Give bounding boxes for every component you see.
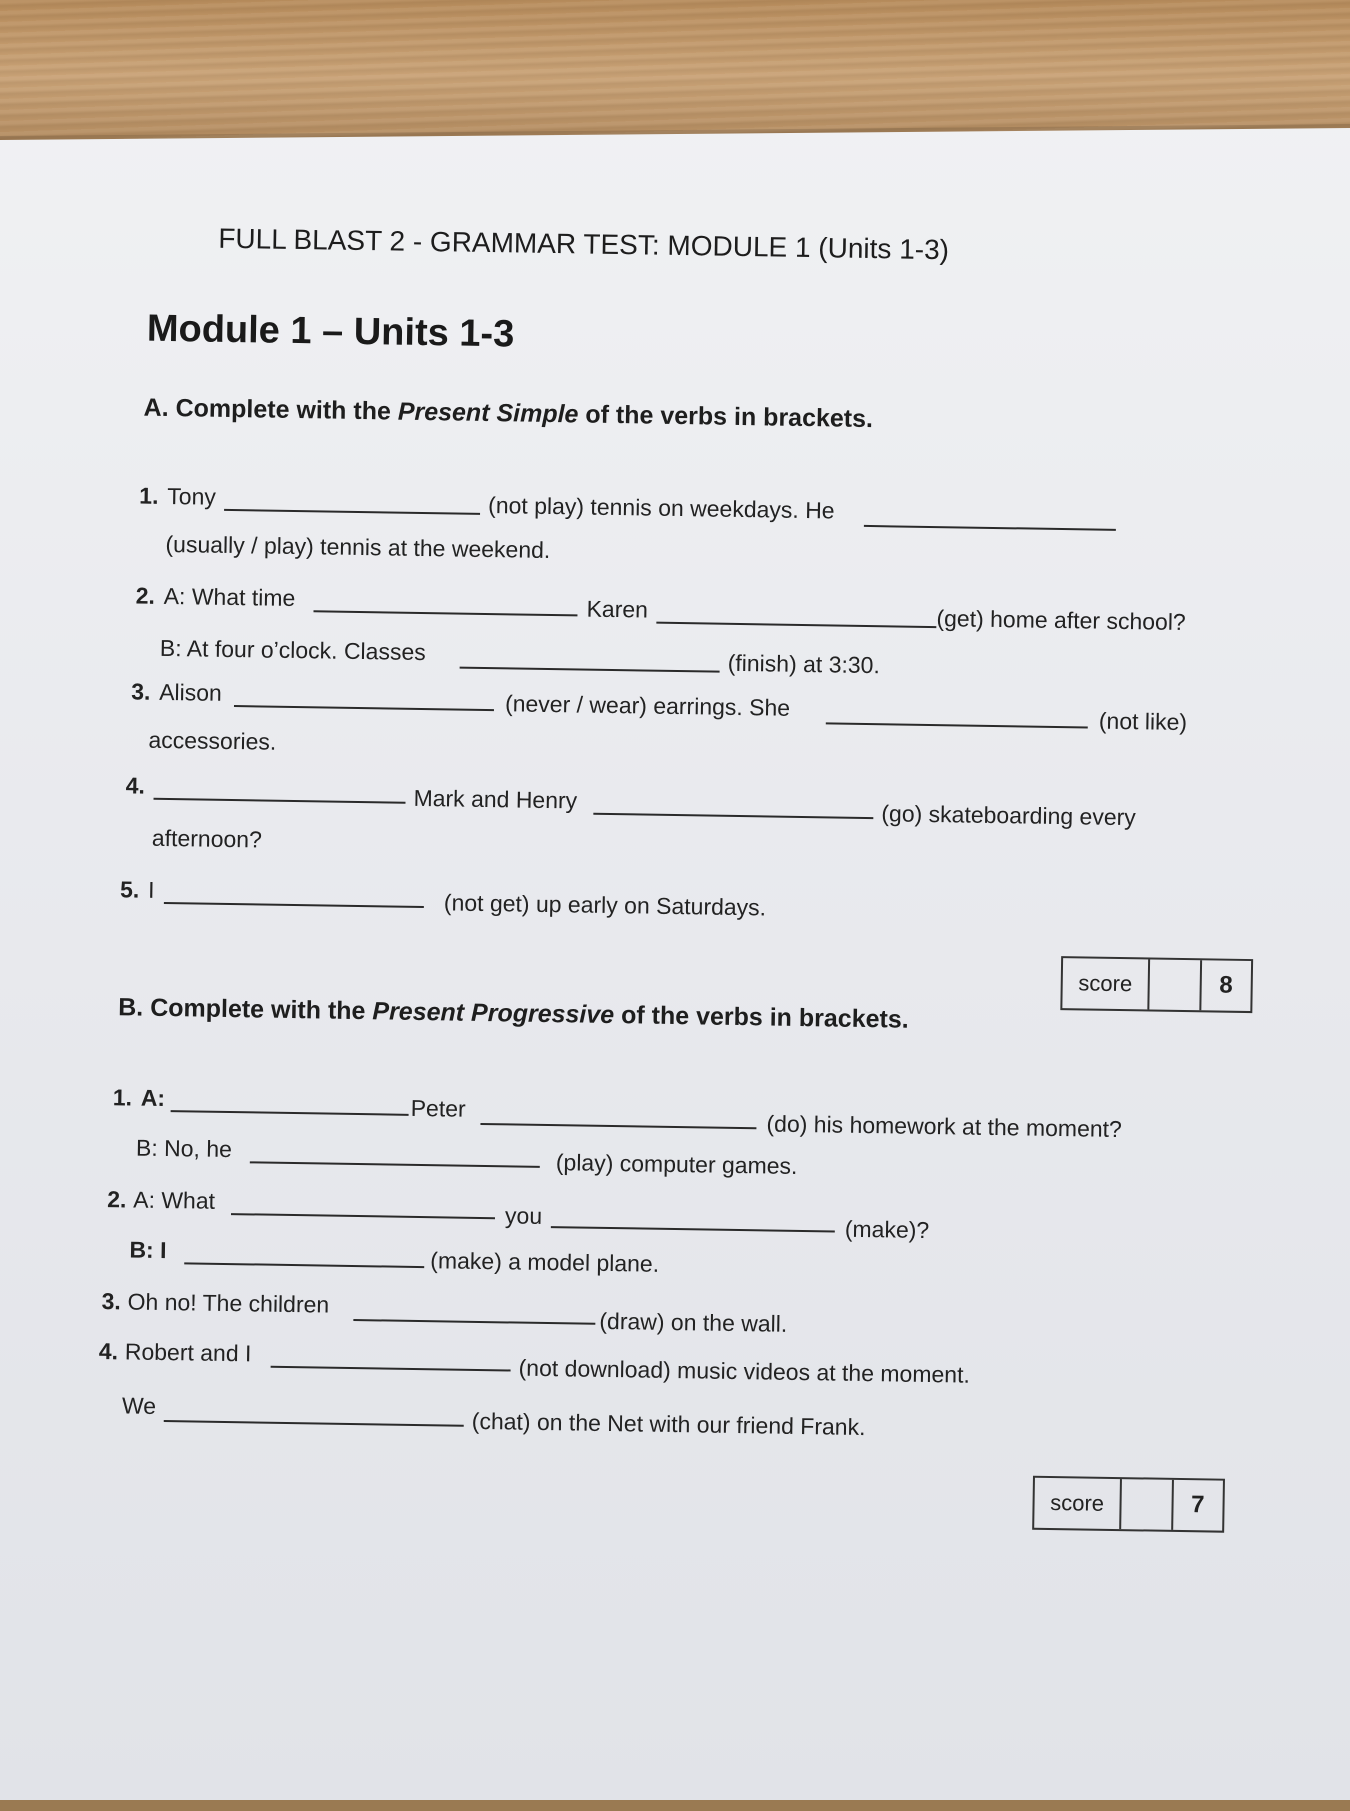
b-q2-text-d: B: I [129,1236,167,1264]
a-q2-text-a: A: What time [163,582,296,611]
score-label: score [1062,958,1150,1009]
a-q2-text-c: (get) home after school? [936,605,1186,635]
a-q3-text-a: Alison [159,678,223,706]
b-q4-text-d: (chat) on the Net with our friend Frank. [471,1407,866,1441]
a-q4-number: 4. [125,772,146,799]
score-entry-cell[interactable] [1121,1479,1173,1530]
section-b-instruction-suffix: of the verbs in brackets. [613,1001,909,1034]
section-a-instruction-prefix: A. Complete with the [143,393,399,426]
section-b-instruction-prefix: B. Complete with the [118,993,373,1026]
a-q2-text-d: B: At four o’clock. Classes [159,634,426,666]
b-q2-blank-1[interactable] [231,1213,495,1219]
b-q4-text-a: Robert and I [124,1338,252,1367]
test-header: FULL BLAST 2 - GRAMMAR TEST: MODULE 1 (Units 1-3) [218,222,950,266]
score-entry-cell[interactable] [1149,959,1201,1010]
a-q3-text-c: (not like) [1098,707,1188,736]
b-q1-blank-1[interactable] [171,1110,409,1116]
b-q1-blank-3[interactable] [250,1161,540,1168]
b-q2-number: 2. [107,1186,127,1213]
a-q2-blank-1[interactable] [313,610,577,616]
b-q2-text-a: A: What [133,1186,216,1214]
a-q1-blank-2[interactable] [864,525,1116,531]
section-b-instruction [118,993,909,1033]
b-q2-blank-3[interactable] [184,1262,424,1268]
b-q1-text-c: (do) his homework at the moment? [766,1110,1123,1143]
section-a-instruction [143,394,873,433]
module-title: Module 1 – Units 1-3 [146,307,515,356]
section-a-tense: Present Simple [397,397,579,429]
b-q4-blank-1[interactable] [271,1366,511,1372]
b-q3-number: 3. [101,1288,122,1315]
a-q4-text-c: (go) skateboarding every [881,800,1136,831]
section-b-tense: Present Progressive [372,997,615,1030]
b-q1-blank-2[interactable] [480,1123,756,1129]
a-q1-text-a: Tony [167,482,217,510]
a-q2-text-e: (finish) at 3:30. [727,649,881,679]
a-q1-text-b: (not play) tennis on weekdays. He [487,492,835,524]
section-b-score-box [1032,1476,1225,1533]
a-q1-text-c: (usually / play) tennis at the weekend. [165,530,551,563]
a-q4-blank-2[interactable] [593,813,873,819]
b-q1-text-a: A: [140,1084,166,1112]
b-q2-text-b: you [504,1202,543,1229]
a-q2-blank-2[interactable] [656,622,936,628]
a-q3-number: 3. [131,678,151,705]
b-q3-blank-1[interactable] [353,1319,595,1325]
a-q2-number: 2. [135,582,156,609]
section-a-instruction-suffix: of the verbs in brackets. [578,400,874,434]
score-label: score [1034,1478,1122,1529]
a-q3-blank-1[interactable] [234,705,494,711]
b-q4-text-b: (not download) music videos at the moment. [518,1354,971,1388]
a-q5-text-b: (not get) up early on Saturdays. [443,889,767,921]
a-q2-text-b: Karen [586,595,649,623]
a-q3-blank-2[interactable] [826,722,1088,728]
score-max: 8 [1219,971,1233,999]
a-q1-number: 1. [139,482,159,509]
a-q5-blank-1[interactable] [164,902,424,908]
b-q3-text-b: (draw) on the wall. [599,1307,788,1337]
b-q2-text-c: (make)? [844,1215,930,1244]
a-q4-text-b: Mark and Henry [413,784,578,814]
a-q4-text-d: afternoon? [151,824,263,853]
b-q4-blank-2[interactable] [164,1420,464,1427]
b-q1-text-e: (play) computer games. [555,1149,798,1179]
a-q1-blank-1[interactable] [224,509,480,515]
a-q4-blank-1[interactable] [154,798,406,804]
a-q2-blank-3[interactable] [460,667,720,673]
b-q4-text-c: We [121,1392,157,1419]
a-q3-text-d: accessories. [148,726,277,755]
a-q3-text-b: (never / wear) earrings. She [504,690,791,721]
b-q1-number: 1. [112,1084,133,1111]
a-q5-text-a: I [147,876,155,903]
b-q1-text-d: B: No, he [135,1134,233,1163]
section-a-score-box [1060,956,1253,1013]
b-q4-number: 4. [98,1338,119,1365]
score-max: 7 [1190,1491,1205,1519]
a-q5-number: 5. [119,876,140,903]
b-q3-text-a: Oh no! The children [127,1288,330,1318]
b-q1-text-b: Peter [410,1094,466,1122]
b-q2-blank-2[interactable] [551,1226,835,1232]
b-q2-text-e: (make) a model plane. [430,1247,660,1277]
